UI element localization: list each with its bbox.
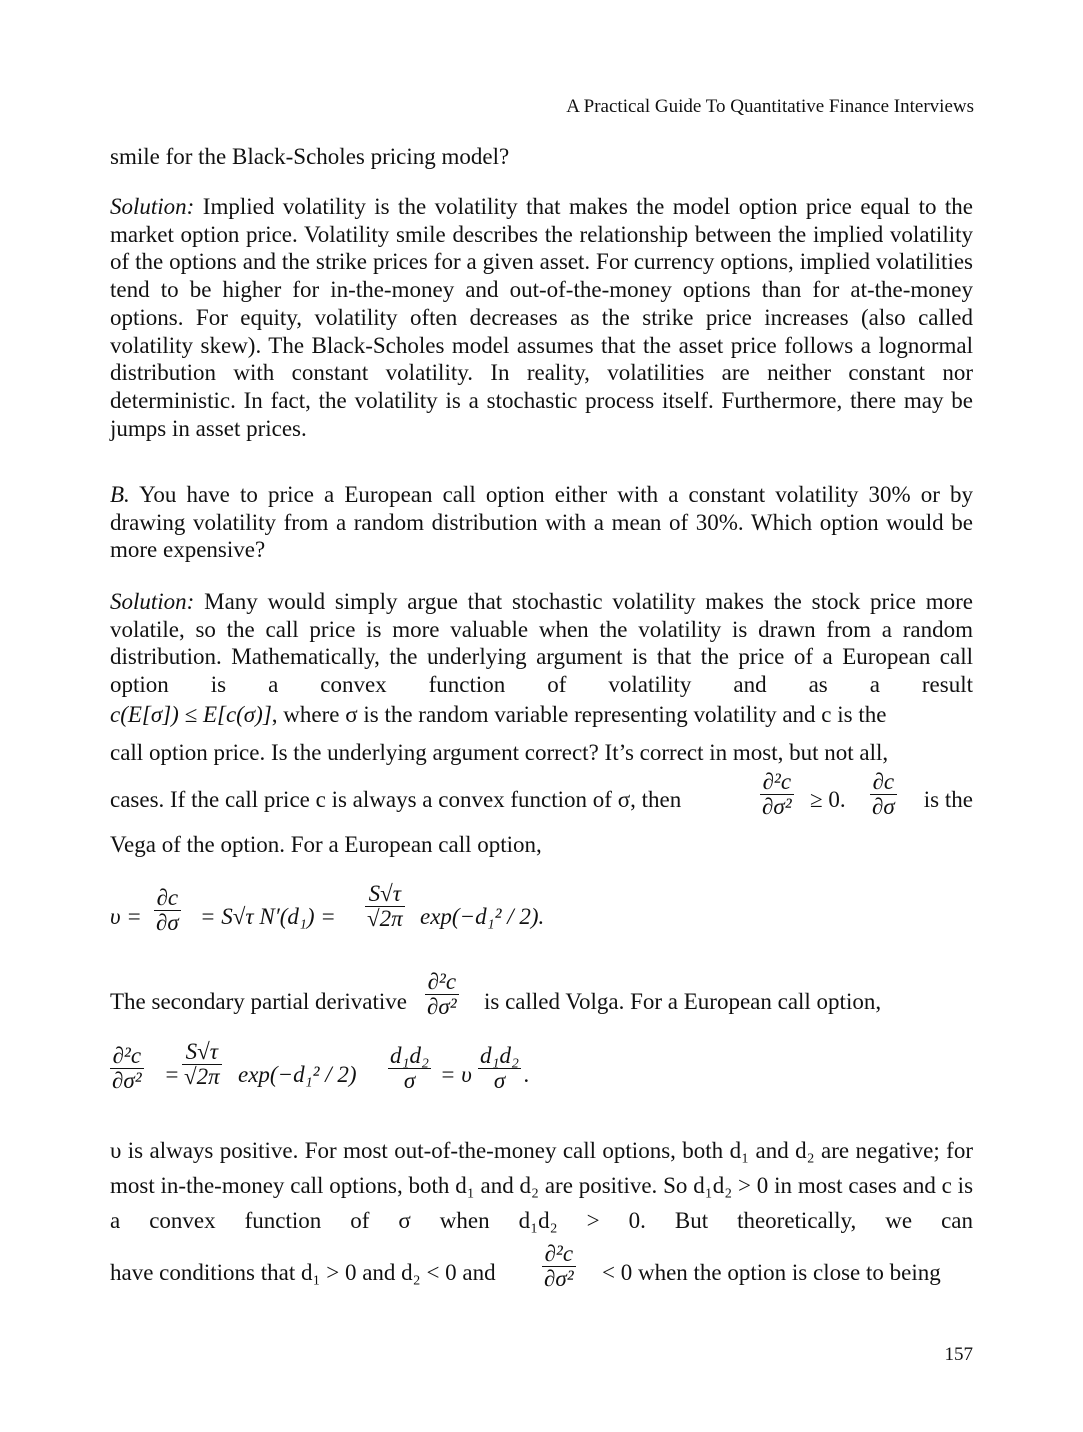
argument-line: call option price. Is the underlying argument correct? It’s correct in most, but not all,: [110, 740, 889, 765]
volga-fraction: [425, 970, 459, 1019]
volga-lhs-fraction: [110, 1044, 144, 1093]
vega-term2: exp(−d₁² / 2).: [420, 904, 545, 929]
volga-d1d2-fraction: [388, 1044, 431, 1093]
volga-text2: is called Volga. For a European call option,: [484, 989, 882, 1014]
fraction-denominator: √2π: [184, 1064, 220, 1089]
solution-a-text: Implied volatility is the volatility that makes the model option price equal to the market option price. Volatility smile describes the relationship between the implied volatility of the options and the strike prices for a given asset. For currency options, implied volatilities tend to be higher for in-the-money and out-of-the-money options than for at-the-money options. For equity, volatility often decreases as the strike price increases (also called volatility skew). The Black-Scholes model assumes that the asset price follows a lognormal distribution with constant volatility. In reality, volatilities are neither constant nor deterministic. In fact, the volatility is a stochastic process itself. Furthermore, there may be jumps in asset prices.: [110, 194, 974, 441]
convex-condition-text: cases. If the call price c is always a convex function of σ, then: [110, 787, 682, 812]
solution-a-paragraph: [110, 193, 973, 442]
fraction-numerator: ∂²c: [425, 970, 459, 995]
question-b-text: You have to price a European call option either with a constant volatility 30% or by drawing volatility from a random distribution with a mean of 30%. Which option would be more expensive?: [110, 482, 973, 563]
vega-intro-line: Vega of the option. For a European call option,: [110, 832, 542, 857]
solution-b-label: Solution:: [110, 589, 195, 614]
volga-eq2: = υ: [440, 1062, 472, 1087]
fraction-denominator: ∂σ²: [112, 1068, 142, 1093]
fraction-numerator: ∂c: [154, 886, 181, 911]
fraction-denominator: ∂σ: [156, 910, 179, 935]
vega-fraction: [870, 770, 897, 819]
vega-term1: = S√τ N′(d₁) =: [200, 904, 336, 929]
fraction-numerator: ∂²c: [542, 1242, 576, 1267]
volga-eq1: =: [164, 1062, 180, 1087]
fraction-numerator: ∂c: [870, 770, 897, 795]
fraction-numerator: S√τ: [365, 882, 405, 907]
volga-text1: The secondary partial derivative: [110, 989, 407, 1014]
final-paragraph: [110, 1133, 973, 1238]
fraction-denominator: ∂σ²: [762, 794, 792, 819]
fraction-numerator: ∂²c: [760, 770, 794, 795]
convexity-inequality: c(E[σ]) ≤ E[c(σ)]: [110, 702, 272, 727]
final-fraction: [542, 1242, 576, 1291]
fraction-numerator: S√τ: [182, 1040, 222, 1065]
fraction-numerator: d₁d₂: [390, 1043, 429, 1068]
fraction-numerator: ∂²c: [110, 1044, 144, 1069]
final-line1: υ is always positive. For most out-of-the-money call options, both d₁ and d₂ are: [110, 1138, 850, 1163]
fraction-denominator: ∂σ²: [427, 994, 457, 1019]
fraction-numerator: d₁d₂: [480, 1043, 519, 1068]
volga-end: .: [524, 1062, 530, 1087]
vega-lhs: υ =: [110, 904, 142, 929]
solution-b-text2: European call option is a convex function of volatility and as a result: [110, 644, 973, 698]
volga-d1d2-fraction-2: [478, 1044, 521, 1093]
page-number: 157: [944, 1344, 973, 1365]
question-b-paragraph: [110, 481, 973, 564]
fraction-denominator: √2π: [367, 906, 403, 931]
nonnegative-text: ≥ 0.: [810, 787, 846, 812]
solution-b-paragraph: [110, 588, 973, 699]
fraction-denominator: ∂σ²: [544, 1266, 574, 1291]
fraction-denominator: σ: [493, 1068, 506, 1093]
inequality-line: [110, 702, 973, 728]
final-line4b: < 0 when the option is close to being: [602, 1260, 941, 1285]
inequality-line-text: , where σ is the random variable representing volatility and c is the: [271, 702, 887, 727]
solution-b-text1: Many would simply argue that stochastic volatility makes the stock price more volatile, so the call price is more valuable when the volatility is drawn from a random distribution. Mathematically, the underlying argument is that the price of a: [110, 589, 973, 670]
final-line3: in most cases and c is a convex function of σ when d₁d₂ > 0. But theoretically, we can: [110, 1173, 974, 1233]
running-header: A Practical Guide To Quantitative Finance Interviews: [566, 96, 974, 117]
is-the-text: is the: [923, 787, 973, 812]
intro-line: smile for the Black-Scholes pricing model?: [110, 144, 510, 169]
volga-s-sqrt-fraction: [182, 1040, 222, 1089]
vega-dc-dsigma: [154, 886, 181, 935]
final-line4a: have conditions that d₁ > 0 and d₂ < 0 and: [110, 1260, 496, 1285]
fraction-denominator: ∂σ: [872, 794, 895, 819]
volga-exp: exp(−d₁² / 2): [238, 1062, 357, 1087]
final-line2: negative; for most in-the-money call options, both d₁ and d₂ are positive. So d₁d₂ > 0: [110, 1138, 973, 1198]
second-derivative-fraction: [760, 770, 794, 819]
fraction-denominator: σ: [403, 1068, 416, 1093]
solution-a-label: Solution:: [110, 194, 195, 219]
question-b-label: B.: [110, 482, 130, 507]
vega-s-sqrt-fraction: [365, 882, 405, 931]
